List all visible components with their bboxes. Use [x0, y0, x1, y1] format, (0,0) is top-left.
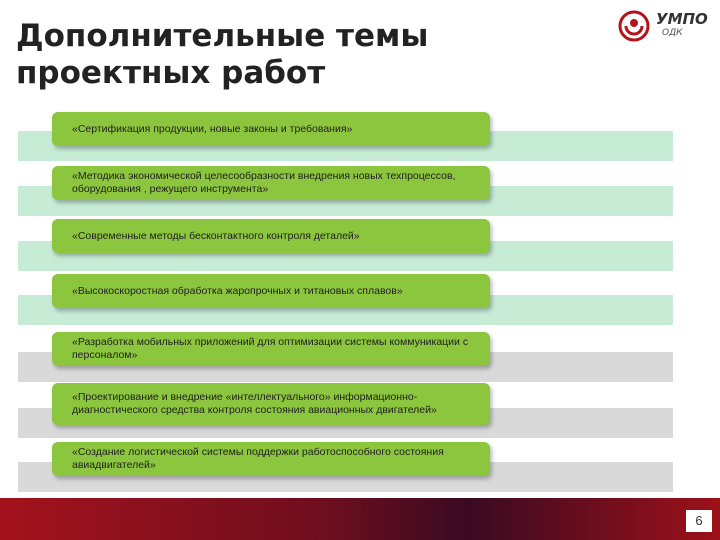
- footer-bar: [0, 498, 720, 540]
- topic-card: [52, 442, 490, 476]
- topic-card: [52, 274, 490, 308]
- topic-card: [52, 332, 490, 366]
- page-title: Дополнительные темы проектных работ: [16, 18, 429, 91]
- logo-text-umpo: УМПО: [656, 10, 708, 28]
- topic-text: «Методика экономической целесообразности внедрения новых техпроцессов, оборудования , режущего инструмента»: [72, 170, 456, 195]
- topic-text: «Разработка мобильных приложений для оптимизации системы коммуникации с персоналом»: [72, 336, 469, 361]
- logo-emblem-icon: [618, 10, 650, 42]
- topic-text: «Современные методы бесконтактного контроля деталей»: [72, 229, 360, 242]
- topic-text: «Сертификация продукции, новые законы и требования»: [72, 122, 353, 135]
- topic-text: «Высокоскоростная обработка жаропрочных и титановых сплавов»: [72, 284, 403, 297]
- topic-text: «Создание логистической системы поддержки работоспособного состояния авиадвигателей»: [72, 446, 444, 471]
- topic-card: [52, 166, 490, 200]
- page-number: 6: [686, 510, 712, 532]
- logo-text-odk: ОДК: [662, 28, 683, 38]
- topic-text: «Проектирование и внедрение «интеллектуального» информационно- диагностического средства контроля состояния авиационных двигателей»: [72, 391, 437, 416]
- topic-card: [52, 219, 490, 253]
- topic-card: [52, 383, 490, 425]
- topic-card: [52, 112, 490, 146]
- company-logo: [618, 6, 714, 46]
